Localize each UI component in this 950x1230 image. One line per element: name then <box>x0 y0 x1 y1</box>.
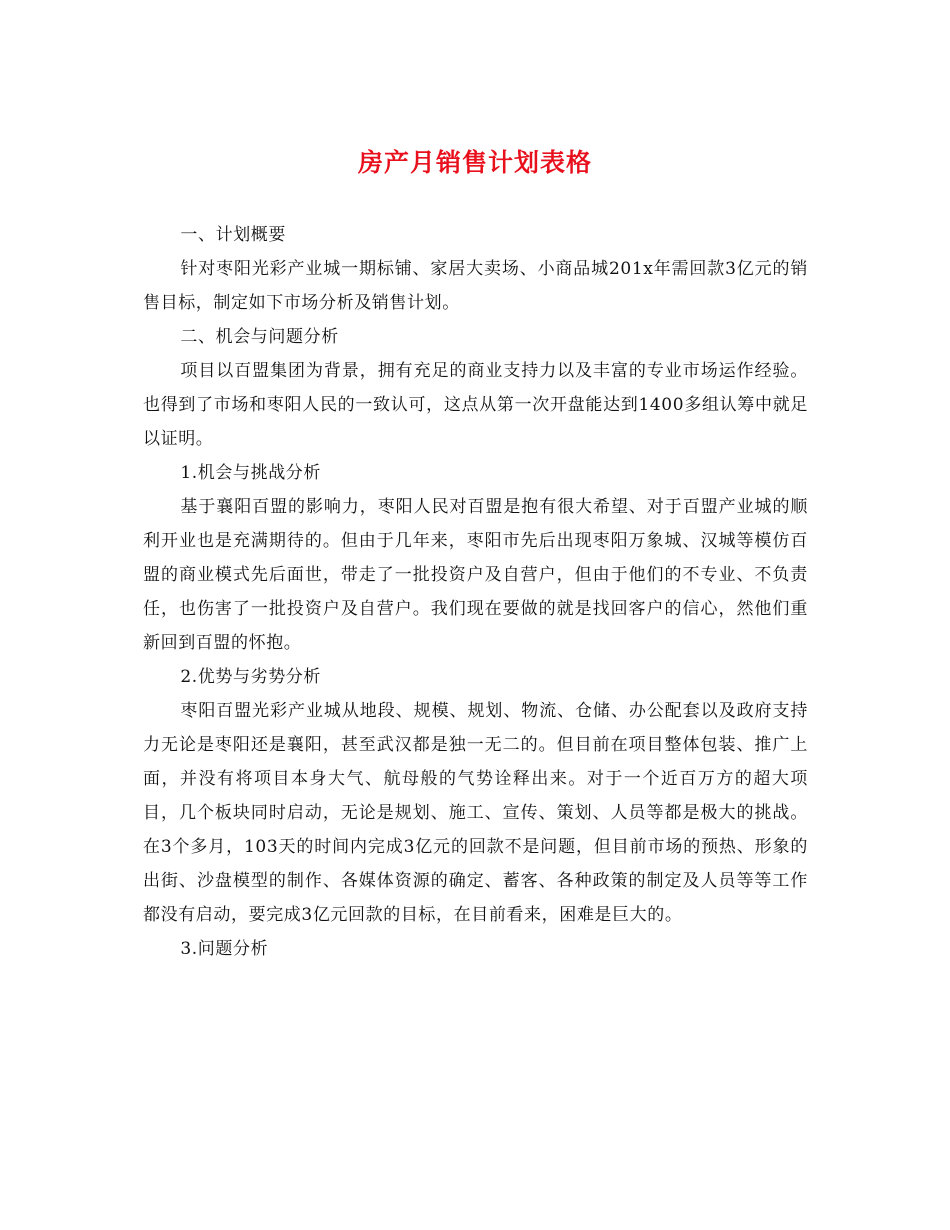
paragraph-opportunity-challenge: 基于襄阳百盟的影响力，枣阳人民对百盟是抱有很大希望、对于百盟产业城的顺利开业也是充满期待的。但由于几年来，枣阳市先后出现枣阳万象城、汉城等模仿百盟的商业模式先后面世，带走了一批投资户及自营户，但由于他们的不专业、不负责任，也伤害了一批投资户及自营户。我们现在要做的就是找回客户的信心，然他们重新回到百盟的怀抱。 <box>143 497 808 653</box>
section-heading-plan-summary: 一、计划概要 <box>180 225 286 245</box>
subheading-strength-weakness: 2.优势与劣势分析 <box>180 667 322 687</box>
paragraph-project-background: 项目以百盟集团为背景，拥有充足的商业支持力以及丰富的专业市场运作经验。也得到了市场和枣阳人民的一致认可，这点从第一次开盘能达到1400多组认筹中就足以证明。 <box>143 361 808 449</box>
subheading-problem-analysis: 3.问题分析 <box>180 939 269 959</box>
paragraph-strength-weakness: 枣阳百盟光彩产业城从地段、规模、规划、物流、仓储、办公配套以及政府支持力无论是枣阳还是襄阳，甚至武汉都是独一无二的。但目前在项目整体包装、推广上面，并没有将项目本身大气、航母般的气势诠释出来。对于一个近百万方的超大项目，几个板块同时启动，无论是规划、施工、宣传、策划、人员等都是极大的挑战。在3个多月，103天的时间内完成3亿元的回款不是问题，但目前市场的预热、形象的出街、沙盘模型的制作、各媒体资源的确定、蓄客、各种政策的制定及人员等等工作都没有启动，要完成3亿元回款的目标，在目前看来，困难是巨大的。 <box>143 701 808 925</box>
document-title: 房产月销售计划表格 <box>357 148 592 177</box>
subheading-opportunity-challenge: 1.机会与挑战分析 <box>180 463 322 483</box>
section-heading-opportunity-problem: 二、机会与问题分析 <box>180 327 339 347</box>
document-body <box>143 218 808 966</box>
paragraph-plan-summary: 针对枣阳光彩产业城一期标铺、家居大卖场、小商品城201x年需回款3亿元的销售目标，制定如下市场分析及销售计划。 <box>143 259 808 313</box>
